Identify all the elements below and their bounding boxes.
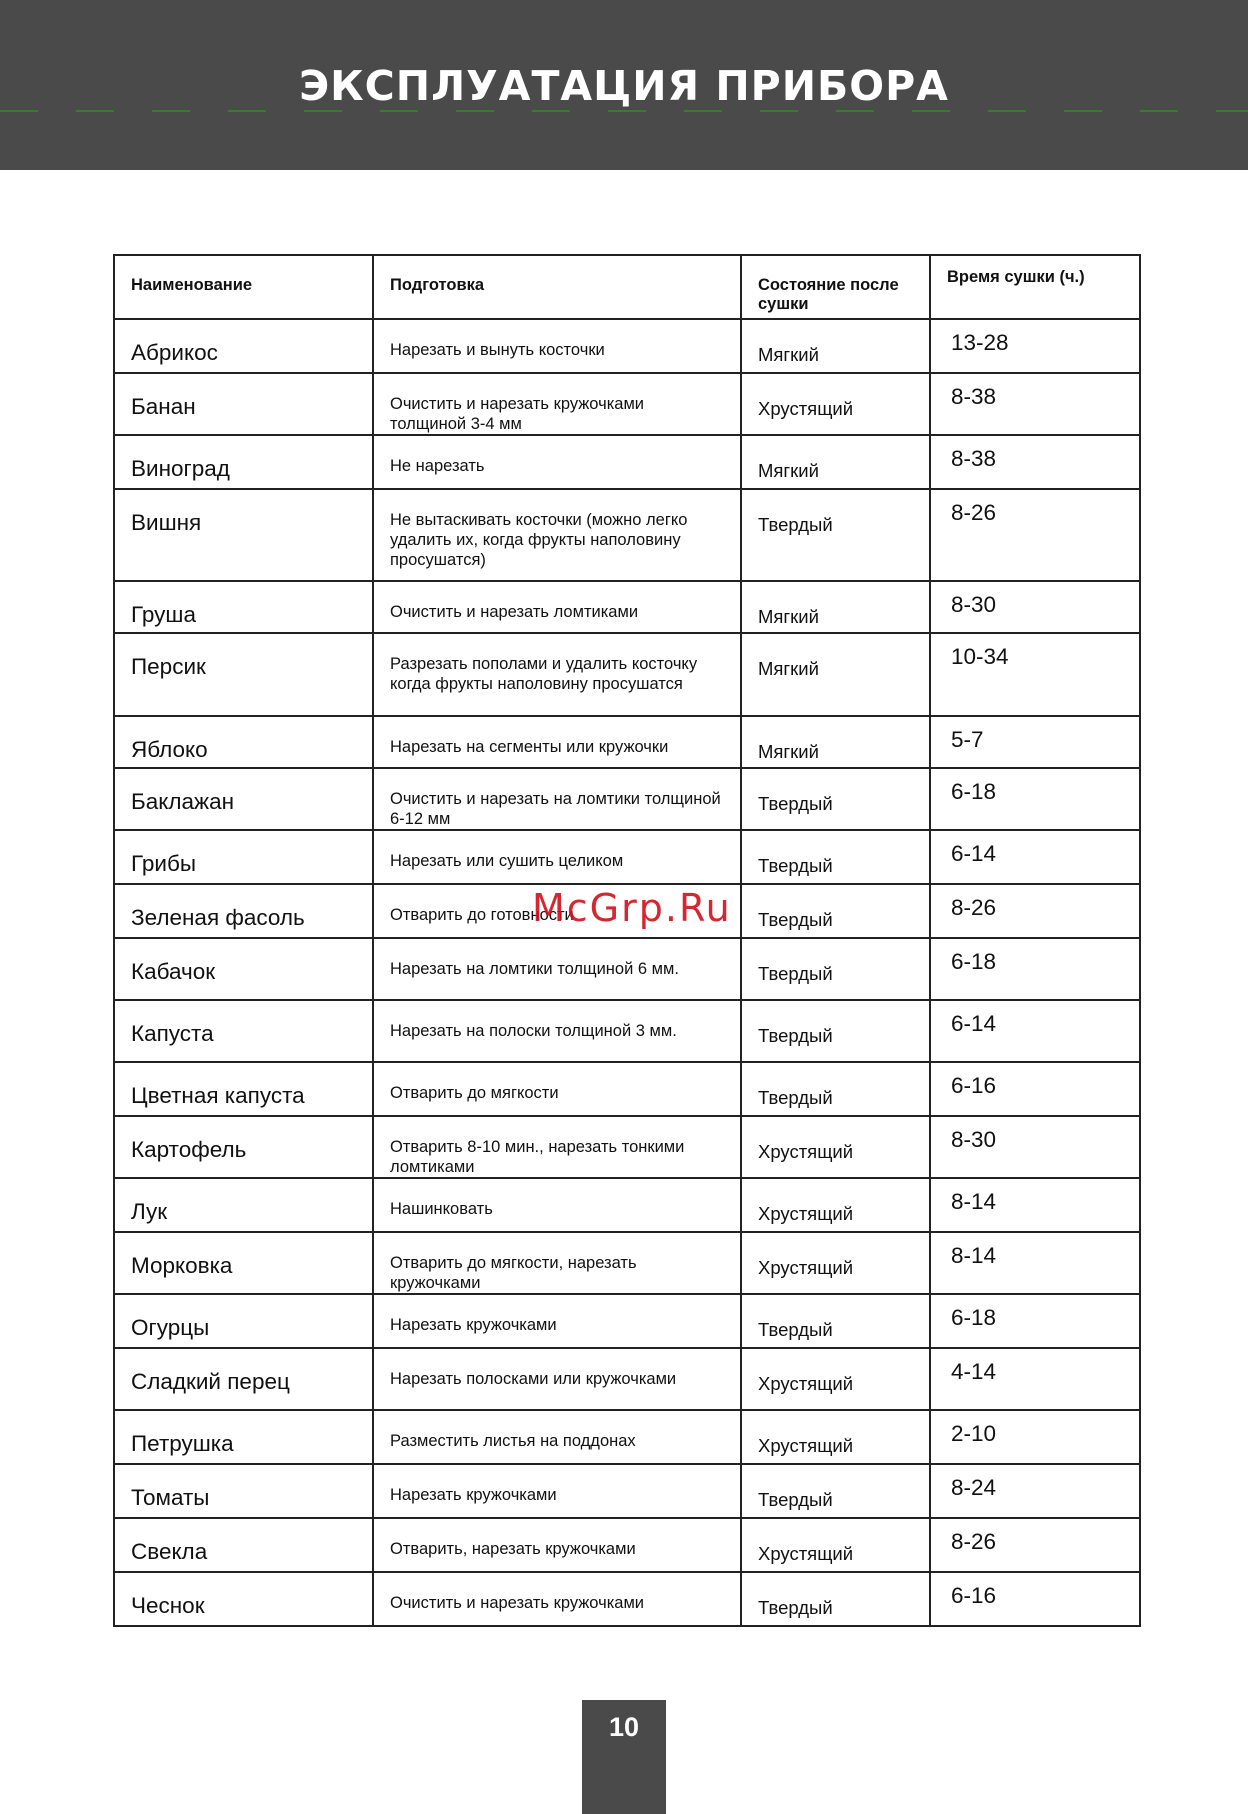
- cell-state: Хрустящий: [741, 1348, 930, 1410]
- cell-state: Мягкий: [741, 581, 930, 633]
- cell-prep: Очистить и нарезать на ломтики толщиной 6-12 мм: [373, 768, 741, 830]
- cell-name: Банан: [114, 373, 373, 435]
- cell-prep: Разрезать пополами и удалить косточку когда фрукты наполовину просушатся: [373, 633, 741, 716]
- cell-time: 6-16: [930, 1572, 1140, 1626]
- table-row: [114, 319, 1140, 373]
- cell-state: Твердый: [741, 489, 930, 581]
- table-row: [114, 435, 1140, 489]
- watermark: McGrp.Ru: [532, 886, 732, 930]
- table-row: [114, 1348, 1140, 1410]
- cell-state: Хрустящий: [741, 1518, 930, 1572]
- cell-name: Томаты: [114, 1464, 373, 1518]
- cell-prep: Очистить и нарезать ломтиками: [373, 581, 741, 633]
- table-row: [114, 633, 1140, 716]
- cell-name: Лук: [114, 1178, 373, 1232]
- cell-time: 6-18: [930, 1294, 1140, 1348]
- cell-state: Мягкий: [741, 435, 930, 489]
- page-number: 10: [608, 1712, 640, 1742]
- table-row: [114, 1410, 1140, 1464]
- table-row: [114, 938, 1140, 1000]
- cell-state: Твердый: [741, 884, 930, 938]
- cell-prep: Отварить 8-10 мин., нарезать тонкими ломтиками: [373, 1116, 741, 1178]
- cell-time: 6-14: [930, 1000, 1140, 1062]
- cell-state: Хрустящий: [741, 1116, 930, 1178]
- table-row: [114, 830, 1140, 884]
- cell-name: Петрушка: [114, 1410, 373, 1464]
- cell-name: Грибы: [114, 830, 373, 884]
- cell-state: Хрустящий: [741, 373, 930, 435]
- cell-time: 2-10: [930, 1410, 1140, 1464]
- page-number-box: [582, 1700, 666, 1814]
- table-row: [114, 1062, 1140, 1116]
- cell-name: Огурцы: [114, 1294, 373, 1348]
- table-row: [114, 581, 1140, 633]
- cell-time: 6-18: [930, 768, 1140, 830]
- cell-state: Мягкий: [741, 716, 930, 768]
- cell-name: Зеленая фасоль: [114, 884, 373, 938]
- table-row: [114, 884, 1140, 938]
- cell-time: 6-18: [930, 938, 1140, 1000]
- cell-time: 8-24: [930, 1464, 1140, 1518]
- table-row: [114, 489, 1140, 581]
- cell-name: Виноград: [114, 435, 373, 489]
- cell-state: Хрустящий: [741, 1410, 930, 1464]
- column-header-name: Наименование: [114, 255, 373, 319]
- cell-time: 8-14: [930, 1232, 1140, 1294]
- cell-time: 6-14: [930, 830, 1140, 884]
- cell-prep: Нарезать или сушить целиком: [373, 830, 741, 884]
- cell-state: Твердый: [741, 830, 930, 884]
- cell-time: 8-30: [930, 581, 1140, 633]
- cell-time: 8-26: [930, 489, 1140, 581]
- cell-prep: Нарезать кружочками: [373, 1464, 741, 1518]
- cell-name: Свекла: [114, 1518, 373, 1572]
- cell-state: Твердый: [741, 1572, 930, 1626]
- table-row: [114, 768, 1140, 830]
- cell-time: 8-30: [930, 1116, 1140, 1178]
- column-header-time: Время сушки (ч.): [930, 255, 1140, 319]
- cell-state: Твердый: [741, 768, 930, 830]
- table-row: [114, 716, 1140, 768]
- cell-prep: Нашинковать: [373, 1178, 741, 1232]
- cell-state: Твердый: [741, 1062, 930, 1116]
- cell-prep: Отварить, нарезать кружочками: [373, 1518, 741, 1572]
- cell-prep: Очистить и нарезать кружочками: [373, 1572, 741, 1626]
- cell-state: Твердый: [741, 938, 930, 1000]
- cell-name: Абрикос: [114, 319, 373, 373]
- cell-prep: Нарезать кружочками: [373, 1294, 741, 1348]
- table-row: [114, 1178, 1140, 1232]
- table-row: [114, 1294, 1140, 1348]
- dashed-divider: [0, 110, 1248, 112]
- cell-prep: Очистить и нарезать кружочками толщиной 3-4 мм: [373, 373, 741, 435]
- cell-name: Яблоко: [114, 716, 373, 768]
- cell-prep: Нарезать и вынуть косточки: [373, 319, 741, 373]
- cell-state: Хрустящий: [741, 1178, 930, 1232]
- table-row: [114, 1518, 1140, 1572]
- cell-time: 13-28: [930, 319, 1140, 373]
- cell-prep: Нарезать на полоски толщиной 3 мм.: [373, 1000, 741, 1062]
- cell-name: Груша: [114, 581, 373, 633]
- cell-name: Персик: [114, 633, 373, 716]
- cell-prep: Отварить до мягкости, нарезать кружочками: [373, 1232, 741, 1294]
- cell-prep: Нарезать полосками или кружочками: [373, 1348, 741, 1410]
- cell-time: 8-26: [930, 884, 1140, 938]
- drying-table: [113, 254, 1141, 1627]
- table-header-row: [114, 255, 1140, 319]
- table-body: [114, 319, 1140, 1626]
- cell-prep: Нарезать на ломтики толщиной 6 мм.: [373, 938, 741, 1000]
- cell-time: 5-7: [930, 716, 1140, 768]
- column-header-prep: Подготовка: [373, 255, 741, 319]
- cell-state: Мягкий: [741, 319, 930, 373]
- cell-name: Цветная капуста: [114, 1062, 373, 1116]
- cell-name: Капуста: [114, 1000, 373, 1062]
- cell-time: 4-14: [930, 1348, 1140, 1410]
- table-row: [114, 1464, 1140, 1518]
- cell-time: 6-16: [930, 1062, 1140, 1116]
- table-row: [114, 373, 1140, 435]
- table-row: [114, 1116, 1140, 1178]
- cell-time: 8-38: [930, 373, 1140, 435]
- cell-state: Хрустящий: [741, 1232, 930, 1294]
- cell-time: 8-38: [930, 435, 1140, 489]
- cell-name: Баклажан: [114, 768, 373, 830]
- cell-state: Твердый: [741, 1000, 930, 1062]
- cell-prep: Разместить листья на поддонах: [373, 1410, 741, 1464]
- cell-name: Чеснок: [114, 1572, 373, 1626]
- table-row: [114, 1232, 1140, 1294]
- cell-state: Твердый: [741, 1464, 930, 1518]
- table-row: [114, 1000, 1140, 1062]
- cell-time: 8-14: [930, 1178, 1140, 1232]
- cell-prep: Не нарезать: [373, 435, 741, 489]
- cell-prep: Нарезать на сегменты или кружочки: [373, 716, 741, 768]
- column-header-state: Состояние после сушки: [741, 255, 930, 319]
- cell-prep: Отварить до мягкости: [373, 1062, 741, 1116]
- cell-prep: Не вытаскивать косточки (можно легко удалить их, когда фрукты наполовину просушатся): [373, 489, 741, 581]
- cell-prep: Отварить до готовности: [373, 884, 741, 938]
- page-header: [0, 0, 1248, 170]
- cell-time: 8-26: [930, 1518, 1140, 1572]
- page-title: ЭКСПЛУАТАЦИЯ ПРИБОРА: [299, 62, 949, 110]
- cell-name: Картофель: [114, 1116, 373, 1178]
- cell-time: 10-34: [930, 633, 1140, 716]
- cell-name: Сладкий перец: [114, 1348, 373, 1410]
- cell-name: Кабачок: [114, 938, 373, 1000]
- cell-state: Мягкий: [741, 633, 930, 716]
- cell-name: Морковка: [114, 1232, 373, 1294]
- cell-name: Вишня: [114, 489, 373, 581]
- cell-state: Твердый: [741, 1294, 930, 1348]
- table-row: [114, 1572, 1140, 1626]
